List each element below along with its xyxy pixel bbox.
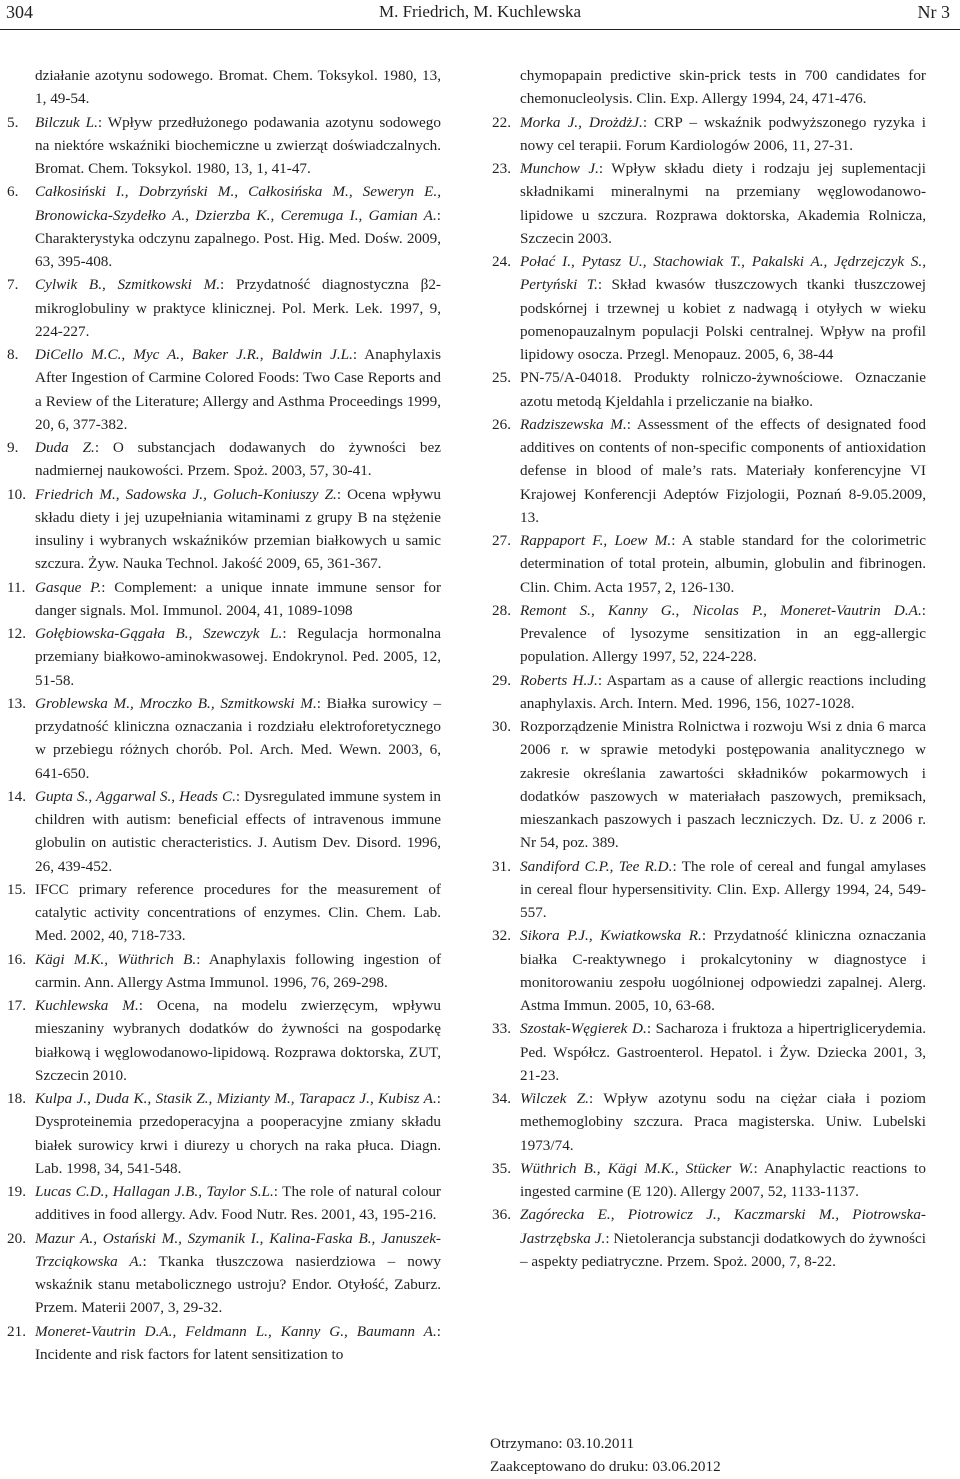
reference-text: : Anaphylactic reactions to ingested carmine (E 120). Allergy 2007, 52, 1133-1137. xyxy=(520,1159,927,1200)
reference-item xyxy=(490,413,926,529)
reference-item xyxy=(5,622,441,692)
reference-authors: Morka J., DrożdżJ. xyxy=(520,113,643,131)
reference-number: 21. xyxy=(7,1322,26,1340)
reference-text: : Sacharoza i fruktoza a hipertriglicerydemia. Ped. Współcz. Gastroenterol. Hepatol. i Żyw. Dziecka 2001, 3, 21-23. xyxy=(520,1020,926,1084)
reference-number: 22. xyxy=(492,113,511,131)
reference-continuation: chymopapain predictive skin-prick tests in 700 candidates for chemonucleolysis. Clin. Exp. Allergy 1994, 24, 471-476. xyxy=(520,67,926,108)
reference-authors: Całkosiński I., Dobrzyński M., Całkosińska M., Seweryn E., Bronowicka-Szydełko A., Dzierzba K., Ceremuga I., Gamian A. xyxy=(35,183,441,224)
reference-authors: Bilczuk L. xyxy=(35,113,98,131)
reference-authors: Wilczek Z. xyxy=(520,1090,589,1107)
reference-item xyxy=(490,924,926,1017)
reference-number: 34. xyxy=(492,1090,511,1107)
reference-number: 18. xyxy=(7,1090,26,1107)
reference-text: : Charakterystyka odczynu zapalnego. Post. Hig. Med. Dośw. 2009, 63, 395-408. xyxy=(35,206,441,270)
reference-number: 19. xyxy=(7,1183,26,1200)
reference-item xyxy=(490,111,926,158)
reference-authors: Rappaport F., Loew M. xyxy=(520,532,672,549)
reference-item xyxy=(5,785,441,878)
reference-number: 7. xyxy=(7,276,19,294)
reference-authors: Groblewska M., Mroczko B., Szmitkowski M. xyxy=(35,694,317,712)
reference-item xyxy=(5,692,441,785)
reference-text: : Ocena wpływu składu diety i jej uzupełniania witaminami z grupy B na stężenie insuliny i wybranych wskaźników przemian białkowych u samic szczura. Żyw. Nauka Technol. Jakość 2009, 65, 361-367. xyxy=(35,485,441,573)
reference-item xyxy=(5,1087,441,1180)
reference-text: : Anaphylaxis After Ingestion of Carmine Colored Foods: Two Case Reports and a Review of the Literature; Allergy and Asthma Proceedings 1999, 20, 6, 377-382. xyxy=(35,346,441,433)
reference-text: : Wpływ składu diety i rodzaju jej suplementacji składnikami mineralnymi na przemiany węglowodanowo-lipidowe u szczura. Rozprawa doktorska, Akademia Rolnicza, Szczecin 2003. xyxy=(520,160,926,247)
reference-item xyxy=(5,1227,441,1320)
reference-number: 25. xyxy=(492,369,511,387)
reference-number: 14. xyxy=(7,787,26,805)
reference-text: : Wpływ przedłużonego podawania azotynu sodowego na niektóre wskaźniki biochemiczne u zwierząt doświadczalnych. Bromat. Chem. Toksykol. 1980, 13, 1, 41-47. xyxy=(35,113,441,177)
reference-text: : The role of natural colour additives in food allergy. Adv. Food Nutr. Res. 2001, 43, 195-216. xyxy=(35,1183,441,1224)
reference-item xyxy=(490,1203,926,1273)
reference-authors: Zagórecka E., Piotrowicz J., Kaczmarski M., Piotrowska-Jastrzębska J. xyxy=(520,1206,926,1247)
page-number: 304 xyxy=(6,2,33,22)
reference-item xyxy=(5,948,441,995)
reference-number: 10. xyxy=(7,485,26,503)
reference-authors: Sandiford C.P., Tee R.D. xyxy=(520,857,673,875)
right-column xyxy=(490,64,926,1273)
reference-item xyxy=(490,157,926,250)
reference-number: 32. xyxy=(492,927,511,945)
reference-text: : Skład kwasów tłuszczowych tkanki tłuszczowej podskórnej i trzewnej u kobiet z nadwagą i otyłych w wieku pomenopauzalnym populacji Polski centralnej. Wpływ na profil lipidowy osocza. Przegl. Menopauz. 2005, 6, 38-44 xyxy=(520,276,926,363)
reference-number: 8. xyxy=(7,346,19,363)
reference-number: 35. xyxy=(492,1159,511,1177)
reference-text: : Incidente and risk factors for latent sensitization to xyxy=(35,1322,441,1363)
reference-text: : O substancjach dodawanych do żywności bez nadmiernej naukowości. Przem. Spoż. 2003, 57, 30-41. xyxy=(35,439,441,480)
reference-authors: Mazur A., Ostański M., Szymanik I., Kalina-Faska B., Januszek-Trzciąkowska A. xyxy=(35,1229,441,1270)
reference-number: 20. xyxy=(7,1229,26,1247)
reference-number: 5. xyxy=(7,113,19,131)
article-dates xyxy=(490,1432,926,1479)
reference-authors: Roberts H.J. xyxy=(520,671,598,689)
reference-authors: Gupta S., Aggarwal S., Heads C. xyxy=(35,787,236,805)
reference-text: : A stable standard for the colorimetric determination of total protein, albumin, globulin and fibrinogen. Clin. Chim. Acta 1957, 2, 126-130. xyxy=(520,532,926,596)
reference-number: 13. xyxy=(7,694,26,712)
reference-authors: Kulpa J., Duda K., Stasik Z., Mizianty M., Tarapacz J., Kubisz A. xyxy=(35,1090,437,1107)
reference-authors: Gołębiowska-Gągała B., Szewczyk L. xyxy=(35,625,283,642)
reference-authors: Radziszewska M. xyxy=(520,415,627,433)
reference-item xyxy=(5,1180,441,1227)
reference-authors: Remont S., Kanny G., Nicolas P., Moneret-Vautrin D.A. xyxy=(520,601,922,619)
reference-text: : Przydatność kliniczna oznaczania białka C-reaktywnego i prokalcytoniny w diagnostyce i monitorowaniu zespołu uogólnionej odpowiedzi zapalnej. Alerg. Astma Immun. 2005, 10, 63-68. xyxy=(520,927,926,1014)
reference-item xyxy=(5,111,441,181)
reference-authors: Friedrich M., Sadowska J., Goluch-Koniuszy Z. xyxy=(35,485,337,503)
reference-text: IFCC primary reference procedures for the measurement of catalytic activity concentrations of enzymes. Clin. Chem. Lab. Med. 2002, 40, 718-733. xyxy=(35,880,441,945)
reference-text: PN-75/A-04018. Produkty rolniczo-żywnościowe. Oznaczanie azotu metodą Kjeldahla i przeliczanie na białko. xyxy=(520,369,926,410)
accepted-date: Zaakceptowano do druku: 03.06.2012 xyxy=(490,1458,721,1476)
reference-item xyxy=(5,1320,441,1367)
reference-authors: Kägi M.K., Wüthrich B. xyxy=(35,950,197,968)
reference-item xyxy=(490,669,926,716)
reference-item xyxy=(490,1017,926,1087)
reference-text: : Dysproteinemia przedoperacyjna a pooperacyjne zmiany składu białek surowicy krwi i diurezy u chorych na raka płuca. Diagn. Lab. 1998, 34, 541-548. xyxy=(35,1090,441,1177)
reference-item xyxy=(490,1087,926,1157)
reference-number: 27. xyxy=(492,532,511,549)
reference-item xyxy=(5,343,441,436)
running-header xyxy=(0,0,960,36)
reference-authors: Munchow J. xyxy=(520,160,599,177)
reference-text: : Dysregulated immune system in children with autism: beneficial effects of intravenous immune globulin on autistic cheracteristics. J. Autism Dev. Disord. 1996, 26, 439-452. xyxy=(35,787,441,875)
reference-authors: Szostak-Węgierek D. xyxy=(520,1020,647,1038)
reference-item xyxy=(5,273,441,343)
reference-number: 16. xyxy=(7,950,26,968)
reference-item xyxy=(5,180,441,273)
reference-continuation: działanie azotynu sodowego. Bromat. Chem. Toksykol. 1980, 13, 1, 49-54. xyxy=(35,67,441,108)
reference-text: : The role of cereal and fungal amylases in cereal flour hypersensitivity. Clin. Exp. Allergy 1994, 24, 549-557. xyxy=(520,857,926,921)
reference-item xyxy=(5,576,441,623)
reference-item xyxy=(490,855,926,925)
reference-text: : Anaphylaxis following ingestion of carmin. Ann. Allergy Astma Immunol. 1996, 76, 269-298. xyxy=(35,950,442,991)
reference-item xyxy=(490,250,926,366)
received-date: Otrzymano: 03.10.2011 xyxy=(490,1435,635,1452)
reference-authors: Wüthrich B., Kägi M.K., Stücker W. xyxy=(520,1159,754,1177)
header-rule xyxy=(0,29,960,30)
reference-item xyxy=(490,366,926,413)
reference-text: : Aspartam as a cause of allergic reactions including anaphylaxis. Arch. Intern. Med. 1996, 156, 1027-1028. xyxy=(520,671,926,712)
left-column xyxy=(5,64,441,1366)
reference-item xyxy=(5,994,441,1087)
reference-authors: Duda Z. xyxy=(35,439,95,456)
reference-text: : Wpływ azotynu sodu na ciężar ciała i poziom methemoglobiny szczura. Praca magisterska. Uniw. Lubelski 1973/74. xyxy=(520,1090,926,1154)
reference-authors: Cylwik B., Szmitkowski M. xyxy=(35,276,221,294)
reference-text: : CRP – wskaźnik podwyższonego ryzyka i nowy cel terapii. Forum Kardiologów 2006, 11, 27-31. xyxy=(520,113,926,154)
running-title: M. Friedrich, M. Kuchlewska xyxy=(378,2,582,21)
reference-item xyxy=(490,529,926,599)
reference-number: 15. xyxy=(7,880,26,898)
issue-number: Nr 3 xyxy=(917,2,950,22)
reference-number: 6. xyxy=(7,183,19,201)
reference-number: 36. xyxy=(492,1206,511,1224)
reference-item xyxy=(5,483,441,576)
reference-number: 28. xyxy=(492,601,511,619)
reference-authors: Gasque P. xyxy=(35,578,102,596)
reference-number: 29. xyxy=(492,671,511,689)
reference-text: : Regulacja hormonalna przemiany białkowo-aminokwasowej. Endokrynol. Ped. 2005, 12, 51-58. xyxy=(35,625,441,689)
reference-number: 9. xyxy=(7,439,19,456)
reference-authors: Lucas C.D., Hallagan J.B., Taylor S.L. xyxy=(35,1183,274,1200)
reference-number: 17. xyxy=(7,997,26,1014)
reference-text: : Prevalence of lysozyme sensitization in an egg-allergic population. Allergy 1997, 52, 224-228. xyxy=(520,601,926,666)
reference-text: : Nietolerancja substancji dodatkowych do żywności – aspekty pediatryczne. Przem. Spoż. 2000, 7, 8-22. xyxy=(520,1229,926,1270)
reference-authors: DiCello M.C., Myc A., Baker J.R., Baldwin J.L. xyxy=(35,346,353,363)
reference-text: : Przydatność diagnostyczna β2-mikroglobuliny w praktyce klinicznej. Pol. Merk. Lek. 1997, 9, 224-227. xyxy=(35,276,441,340)
reference-item xyxy=(490,599,926,669)
reference-text: : Białka surowicy – przydatność kliniczna oznaczania i rozdziału elektroforetycznego w przebiegu różnych chorób. Pol. Arch. Med. Wewn. 2003, 6, 641-650. xyxy=(35,694,441,782)
reference-item xyxy=(490,1157,926,1204)
reference-number: 23. xyxy=(492,160,511,177)
reference-item xyxy=(490,715,926,855)
reference-text: Rozporządzenie Ministra Rolnictwa i rozwoju Wsi z dnia 6 marca 2006 r. w sprawie metodyki postępowania analitycznego w zakresie określania zawartości składników pokarmowych i dodatków paszowych w materiałach paszowych, premiksach, mieszankach paszowych i paszach leczniczych. Dz. U. z 2006 r. Nr 54, poz. 389. xyxy=(520,718,926,852)
reference-item xyxy=(5,878,441,948)
reference-text: : Tkanka tłuszczowa nasierdziowa – nowy wskaźnik stanu metabolicznego ustroju? Endor. Otyłość, Zaburz. Przem. Materii 2007, 3, 29-32. xyxy=(35,1252,441,1317)
reference-number: 31. xyxy=(492,857,511,875)
reference-number: 24. xyxy=(492,253,511,270)
reference-number: 11. xyxy=(7,578,26,596)
reference-authors: Sikora P.J., Kwiatkowska R. xyxy=(520,927,702,945)
reference-text: : Assessment of the effects of designated food additives on contents of non-specific components of antioxidation defense in blood of male’s rats. Materiały konferencyjne VI Krajowej Konferencji Adeptów Fizjologii, Poznań 8-9.05.2009, 13. xyxy=(520,415,927,526)
reference-number: 33. xyxy=(492,1020,511,1038)
reference-authors: Połać I., Pytasz U., Stachowiak T., Pakalski A., Jędrzejczyk S., Pertyński T. xyxy=(520,253,926,294)
reference-authors: Moneret-Vautrin D.A., Feldmann L., Kanny G., Baumann A. xyxy=(35,1322,437,1340)
reference-authors: Kuchlewska M. xyxy=(35,997,139,1014)
reference-number: 26. xyxy=(492,415,511,433)
reference-text: : Complement: a unique innate immune sensor for danger signals. Mol. Immunol. 2004, 41, 1089-1098 xyxy=(35,578,442,619)
reference-item xyxy=(5,436,441,483)
reference-number: 12. xyxy=(7,625,26,642)
reference-number: 30. xyxy=(492,718,511,735)
reference-text: : Ocena, na modelu zwierzęcym, wpływu mieszaniny wybranych dodatków do żywności na gospodarkę białkową i węglowodanowo-lipidową. Rozprawa doktorska, ZUT, Szczecin 2010. xyxy=(35,997,442,1084)
